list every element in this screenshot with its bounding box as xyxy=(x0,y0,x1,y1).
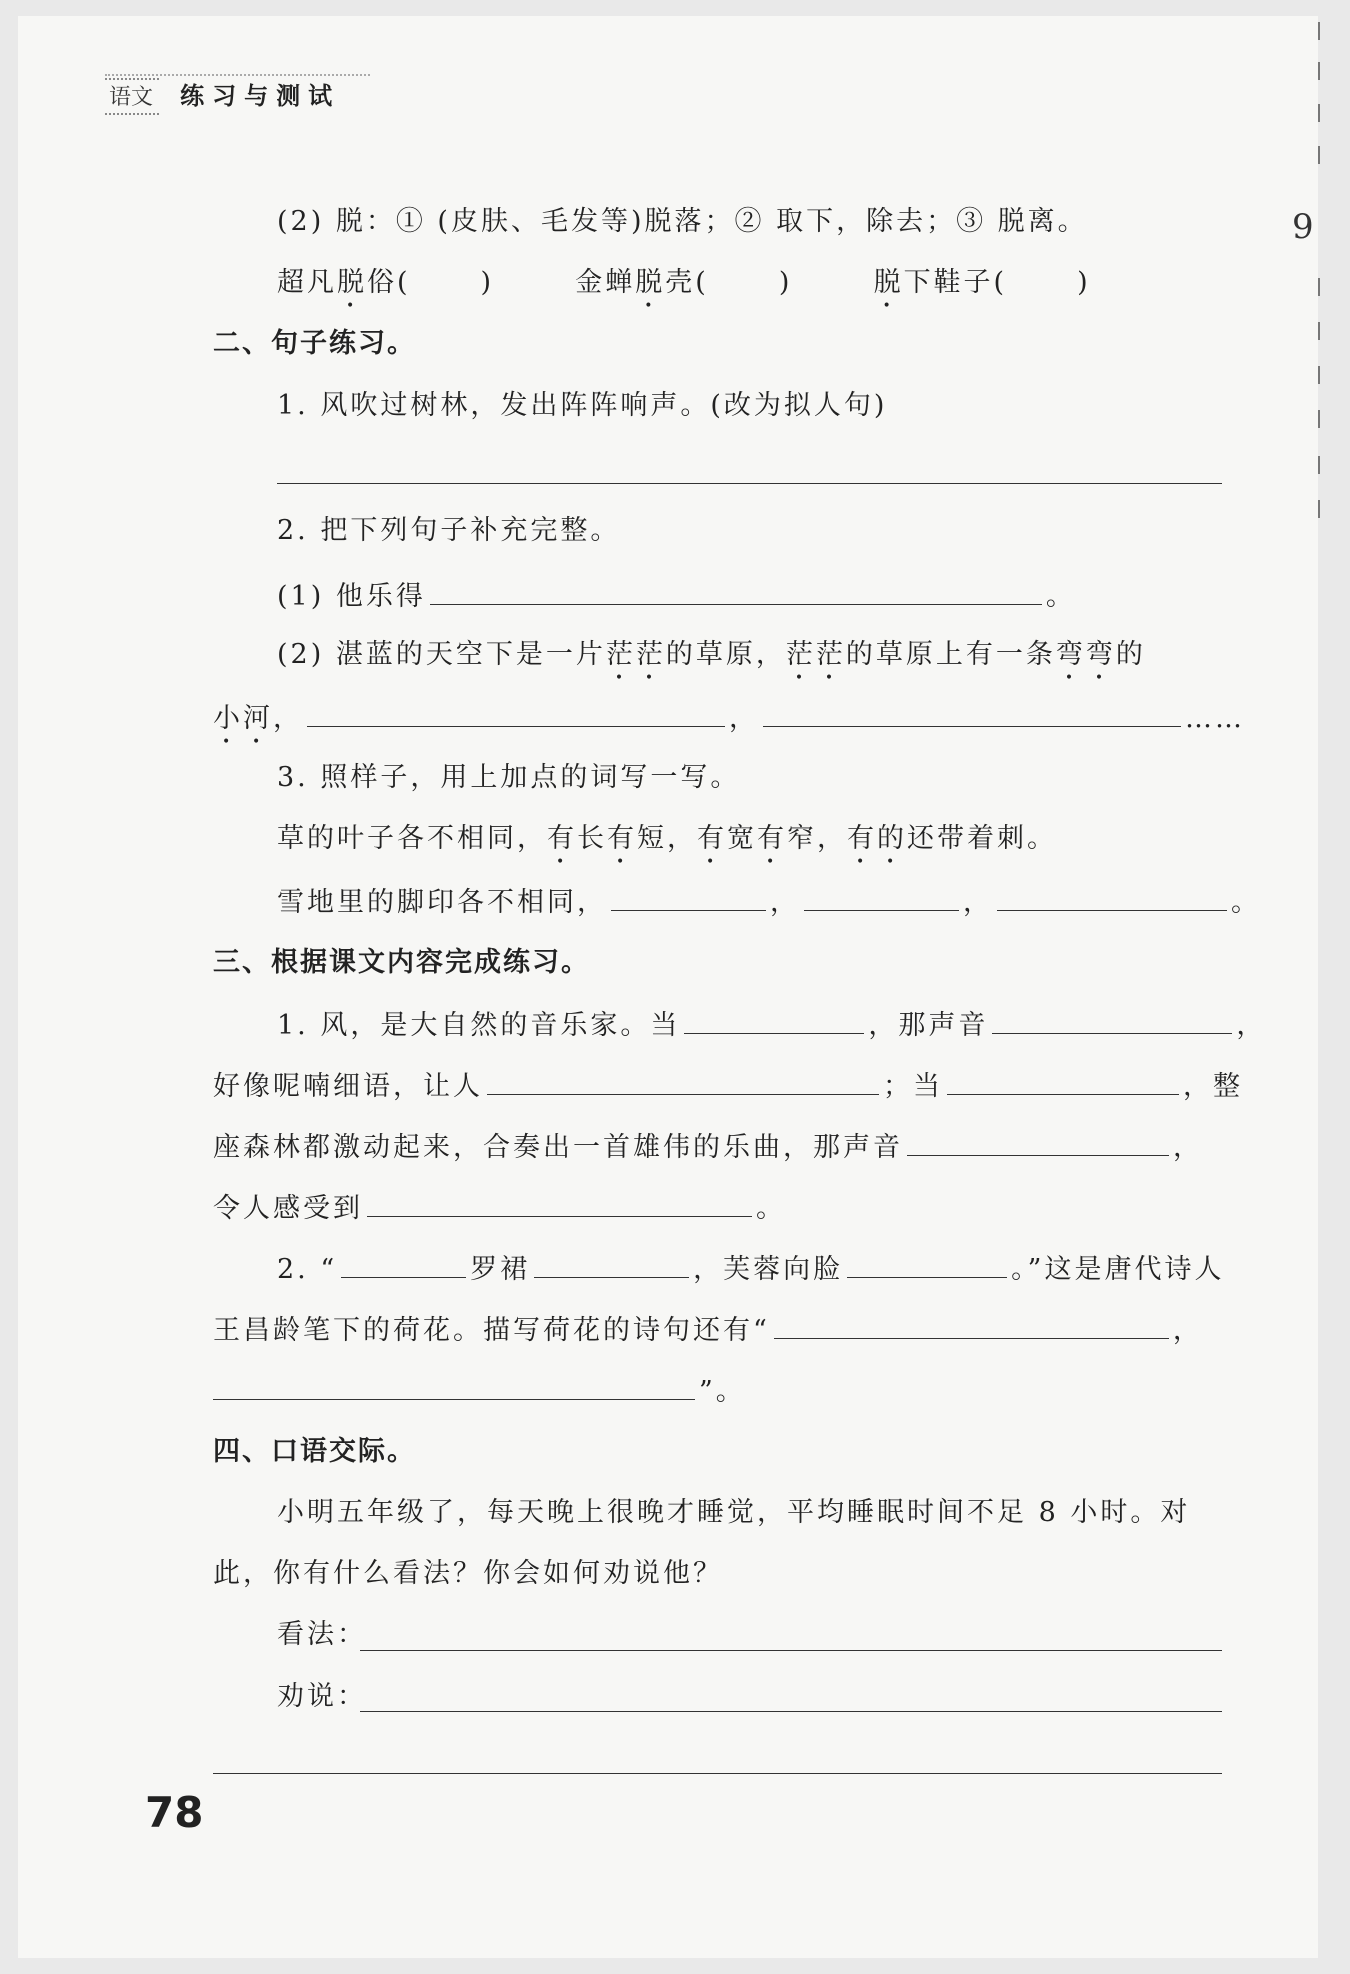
question-2-2-2-cont: 小河， ， …… xyxy=(213,700,1245,750)
section-2-title: 二、句子练习。 xyxy=(213,328,416,359)
answer-blank[interactable] xyxy=(487,1068,879,1095)
answer-blank[interactable] xyxy=(213,1373,695,1400)
answer-blank[interactable] xyxy=(997,884,1227,911)
answer-blank[interactable] xyxy=(992,1007,1232,1034)
answer-blank[interactable] xyxy=(307,700,725,727)
word-choice-row xyxy=(277,266,1091,314)
view-label: 看法： xyxy=(277,1619,367,1650)
fill-sentence: 雪地里的脚印各不相同， ， ， 。 xyxy=(277,884,1261,920)
answer-blank[interactable] xyxy=(763,700,1181,727)
question-3-2-cont1: 王昌龄笔下的荷花。描写荷花的诗句还有“ ， xyxy=(213,1312,1203,1348)
page-header xyxy=(105,76,340,115)
question-2-2: 2. 把下列句子补充完整。 xyxy=(277,515,621,546)
word-choice-1: 超凡脱俗( ) xyxy=(277,267,495,298)
answer-blank[interactable] xyxy=(611,884,766,911)
answer-blank[interactable] xyxy=(684,1007,864,1034)
question-2-2-1: (1) 他乐得 。 xyxy=(277,578,1076,614)
margin-tick xyxy=(1318,500,1320,518)
margin-tick xyxy=(1318,62,1320,80)
question-2-1: 1. 风吹过树林，发出阵阵响声。(改为拟人句) xyxy=(277,390,888,421)
definition-line: (2) 脱：① (皮肤、毛发等)脱落；② 取下，除去；③ 脱离。 xyxy=(277,206,1088,237)
page-number: 78 xyxy=(145,1788,204,1837)
answer-blank[interactable] xyxy=(534,1251,689,1278)
view-answer-line[interactable] xyxy=(360,1650,1222,1651)
series-title: 练习与测试 xyxy=(180,82,341,110)
example-sentence: 草的叶子各不相同，有长有短，有宽有窄，有的还带着刺。 xyxy=(277,823,1057,854)
answer-blank[interactable] xyxy=(341,1251,466,1278)
question-2-2-2: (2) 湛蓝的天空下是一片茫茫的草原，茫茫的草原上有一条弯弯的 xyxy=(277,639,1146,670)
question-3-2: 2. “ 罗裙 ，芙蓉向脸 。”这是唐代诗人 xyxy=(277,1251,1224,1287)
answer-blank[interactable] xyxy=(847,1251,1007,1278)
answer-blank[interactable] xyxy=(907,1129,1169,1156)
answer-blank[interactable] xyxy=(367,1190,752,1217)
margin-tick xyxy=(1318,104,1320,122)
margin-tick xyxy=(1318,366,1320,384)
question-3-1: 1. 风，是大自然的音乐家。当 ，那声音 ， xyxy=(277,1007,1266,1043)
section-4-prompt-2: 此，你有什么看法？你会如何劝说他？ xyxy=(213,1558,723,1589)
margin-tick xyxy=(1318,456,1320,474)
section-4-prompt-1: 小明五年级了，每天晚上很晚才睡觉，平均睡眠时间不足 8 小时。对 xyxy=(277,1497,1191,1528)
margin-tick xyxy=(1318,22,1320,40)
margin-tick xyxy=(1318,278,1320,296)
section-4-title: 四、口语交际。 xyxy=(213,1436,416,1467)
answer-blank[interactable] xyxy=(947,1068,1179,1095)
answer-blank[interactable] xyxy=(430,578,1042,605)
question-3-1-cont3: 令人感受到 。 xyxy=(213,1190,786,1226)
word-choice-3: 脱下鞋子( ) xyxy=(873,267,1091,298)
persuade-answer-line[interactable] xyxy=(360,1711,1222,1712)
question-3-2-cont2: ”。 xyxy=(213,1373,746,1409)
persuade-label: 劝说： xyxy=(277,1681,367,1712)
answer-line[interactable] xyxy=(213,1773,1222,1774)
answer-blank[interactable] xyxy=(774,1312,1169,1339)
section-3-title: 三、根据课文内容完成练习。 xyxy=(213,947,590,978)
question-3-1-cont2: 座森林都激动起来，合奏出一首雄伟的乐曲，那声音 ， xyxy=(213,1129,1203,1165)
margin-handwritten-mark: 9 xyxy=(1292,207,1317,247)
subject-label: 语文 xyxy=(105,78,159,115)
answer-line[interactable] xyxy=(277,483,1222,484)
margin-tick xyxy=(1318,410,1320,428)
margin-tick xyxy=(1318,146,1320,164)
question-3-1-cont1: 好像呢喃细语，让人 ；当 ，整 xyxy=(213,1068,1243,1104)
answer-blank[interactable] xyxy=(804,884,959,911)
margin-tick xyxy=(1318,322,1320,340)
word-choice-2: 金蝉脱壳( ) xyxy=(575,267,793,298)
question-2-3: 3. 照样子，用上加点的词写一写。 xyxy=(277,762,741,793)
